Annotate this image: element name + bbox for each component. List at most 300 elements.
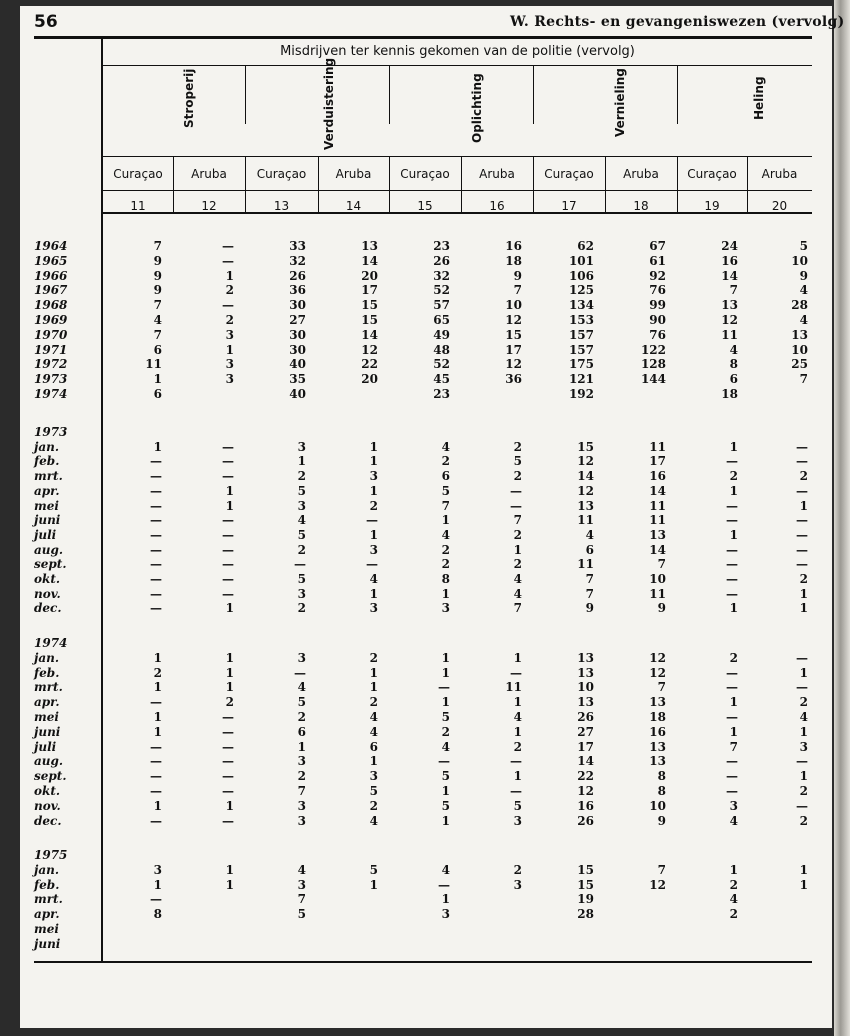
table-cell: 3 [369, 601, 378, 616]
table-cell: — [222, 784, 234, 798]
table-cell: 11 [721, 327, 738, 342]
table-cell: 3 [297, 877, 306, 892]
table-cell: 7 [657, 680, 666, 695]
table-cell: 36 [289, 283, 306, 298]
row-label: mrt. [34, 469, 63, 484]
table-cell: — [222, 813, 234, 828]
table-cell: 76 [649, 327, 666, 342]
table-cell: — [150, 527, 162, 542]
table-cell: 106 [568, 268, 594, 283]
table-cell: 1 [441, 586, 450, 601]
table-cell: — [150, 892, 162, 907]
table-cell: 11 [577, 557, 594, 572]
table-cell: 26 [577, 813, 594, 828]
table-cell: 7 [729, 283, 738, 298]
table-cell: 26 [433, 253, 450, 268]
table-cell: 1 [729, 862, 738, 877]
table-cell: 61 [649, 253, 666, 268]
place-header: Curaçao [256, 167, 307, 181]
table-cell: 2 [369, 650, 378, 665]
table-cell: 1 [729, 527, 738, 542]
table-cell: 1 [513, 769, 522, 784]
row-label: 1969 [34, 313, 68, 327]
row-label: 1973 [34, 372, 68, 387]
table-cell: 13 [577, 665, 594, 680]
table-cell: 3 [225, 357, 234, 372]
table-cell: 5 [513, 798, 522, 813]
table-cell: 26 [289, 268, 306, 283]
table-cell: 12 [577, 454, 594, 469]
table-cell: — [438, 877, 450, 892]
column-number: 18 [633, 199, 649, 213]
table-cell: — [150, 572, 162, 586]
table-cell: 134 [568, 298, 594, 313]
table-cell: 4 [153, 313, 162, 327]
table-cell: — [150, 513, 162, 528]
table-cell: 2 [297, 469, 306, 484]
table-cell: 65 [433, 313, 450, 327]
table-cell: 175 [568, 357, 594, 372]
table-cell: 5 [297, 572, 306, 586]
table-cell: 1 [799, 877, 808, 892]
table-cell: 23 [433, 239, 450, 253]
table-cell: — [222, 253, 234, 268]
table-cell: 2 [799, 784, 808, 798]
table-cell: — [294, 557, 306, 572]
table-cell: 1 [369, 665, 378, 680]
row-label: jan. [34, 439, 60, 454]
table-cell: 125 [568, 283, 594, 298]
table-cell: 5 [441, 769, 450, 784]
table-cell: — [726, 665, 738, 680]
bottom-rule [34, 961, 812, 963]
table-cell: 2 [297, 601, 306, 616]
table-cell: 30 [289, 342, 306, 357]
table-cell: — [150, 498, 162, 513]
table-cell: — [796, 527, 808, 542]
table-cell: 2 [369, 798, 378, 813]
table-cell: 23 [433, 387, 450, 401]
table-cell: 4 [513, 710, 522, 724]
table-cell: 4 [369, 710, 378, 724]
table-cell: 4 [297, 680, 306, 695]
book-edge [834, 0, 850, 1036]
table-cell: 26 [577, 710, 594, 724]
table-cell: 1 [799, 498, 808, 513]
table-cell: 1 [441, 665, 450, 680]
table-cell: 5 [369, 862, 378, 877]
table-cell: 7 [513, 601, 522, 616]
row-label: 1975 [34, 848, 68, 862]
table-cell: 4 [729, 892, 738, 907]
table-cell: 3 [297, 650, 306, 665]
row-label: juni [34, 936, 61, 951]
table-cell: 13 [649, 739, 666, 754]
table-cell: 32 [289, 253, 306, 268]
table-cell: — [726, 557, 738, 572]
row-label: feb. [34, 877, 60, 892]
table-cell: 28 [791, 298, 808, 313]
table-cell: — [726, 769, 738, 784]
table-cell: 22 [361, 357, 378, 372]
table-cell: 24 [721, 239, 738, 253]
table-cell: 2 [513, 739, 522, 754]
column-divider [245, 66, 246, 124]
table-cell: 8 [729, 357, 738, 372]
row-label: mrt. [34, 680, 63, 695]
table-cell: 16 [721, 253, 738, 268]
table-cell: — [796, 454, 808, 469]
table-cell: 1 [153, 680, 162, 695]
table-cell: — [222, 469, 234, 484]
table-cell: 4 [513, 572, 522, 586]
table-cell: 1 [225, 342, 234, 357]
table-cell: 76 [649, 283, 666, 298]
table-cell: 10 [649, 572, 666, 586]
table-cell: 1 [225, 862, 234, 877]
table-cell: — [510, 665, 522, 680]
table-cell: 4 [585, 527, 594, 542]
table-cell: 49 [433, 327, 450, 342]
table-cell: 7 [585, 586, 594, 601]
table-cell: 13 [791, 327, 808, 342]
table-cell: 22 [577, 769, 594, 784]
table-cell: 3 [297, 498, 306, 513]
table-cell: 30 [289, 327, 306, 342]
row-label: apr. [34, 907, 60, 922]
table-cell: 17 [361, 283, 378, 298]
table-cell: 3 [297, 586, 306, 601]
table-cell: 3 [729, 798, 738, 813]
table-cell: — [222, 542, 234, 557]
table-cell: — [222, 513, 234, 528]
table-cell: 1 [153, 798, 162, 813]
table-cell: 12 [577, 483, 594, 498]
table-cell: — [222, 527, 234, 542]
table-cell: 67 [649, 239, 666, 253]
table-cell: 153 [568, 313, 594, 327]
table-cell: 4 [369, 724, 378, 739]
table-cell: 1 [369, 586, 378, 601]
table-cell: 2 [513, 439, 522, 454]
table-cell: 92 [649, 268, 666, 283]
table-cell: 5 [799, 239, 808, 253]
table-cell: 10 [505, 298, 522, 313]
group-title-heling: Heling [752, 76, 766, 120]
table-cell: — [150, 601, 162, 616]
row-label: juli [34, 739, 57, 754]
row-label: 1974 [34, 636, 68, 650]
table-cell: 1 [513, 650, 522, 665]
table-cell: 2 [799, 813, 808, 828]
table-cell: 157 [568, 327, 594, 342]
table-caption: Misdrijven ter kennis gekomen van de politie (vervolg) [280, 44, 635, 59]
table-cell: 17 [577, 739, 594, 754]
table-cell: 6 [297, 724, 306, 739]
table-cell: 14 [577, 469, 594, 484]
table-cell: — [510, 754, 522, 769]
table-cell: 13 [577, 650, 594, 665]
table-cell: 14 [721, 268, 738, 283]
table-cell: 36 [505, 372, 522, 387]
group-title-vernieling: Vernieling [613, 68, 627, 137]
table-cell: — [366, 557, 378, 572]
table-cell: 32 [433, 268, 450, 283]
table-cell: 1 [225, 680, 234, 695]
table-cell: 1 [441, 813, 450, 828]
table-cell: 2 [225, 283, 234, 298]
caption-rule [103, 65, 812, 66]
table-cell: — [222, 298, 234, 313]
table-cell: 11 [145, 357, 162, 372]
table-cell: 1 [225, 798, 234, 813]
row-label: apr. [34, 695, 60, 710]
table-cell: 1 [369, 454, 378, 469]
table-cell: 8 [657, 769, 666, 784]
row-label: sept. [34, 557, 67, 572]
table-cell: 4 [799, 313, 808, 327]
table-cell: 52 [433, 357, 450, 372]
column-number: 14 [345, 199, 362, 213]
table-cell: 11 [577, 513, 594, 528]
column-number: 15 [417, 199, 433, 213]
table-cell: 11 [649, 498, 666, 513]
table-cell: 17 [505, 342, 522, 357]
table-cell: 2 [799, 572, 808, 586]
row-label: sept. [34, 769, 67, 784]
table-cell: 52 [433, 283, 450, 298]
table-cell: 9 [657, 813, 666, 828]
table-cell: 1 [513, 724, 522, 739]
table-cell: 14 [361, 253, 378, 268]
table-cell: 7 [441, 498, 450, 513]
row-label: mrt. [34, 892, 63, 907]
table-cell: 1 [441, 650, 450, 665]
table-cell: — [726, 572, 738, 586]
row-label: 1968 [34, 298, 68, 313]
table-cell: 33 [289, 239, 306, 253]
table-cell: 6 [153, 342, 162, 357]
table-cell: 1 [441, 513, 450, 528]
table-cell: 3 [297, 798, 306, 813]
table-cell: 3 [297, 813, 306, 828]
table-cell: 3 [513, 877, 522, 892]
table-cell: 1 [225, 665, 234, 680]
table-cell: 5 [297, 695, 306, 710]
column-number: 19 [704, 199, 720, 213]
table-cell: 15 [577, 877, 594, 892]
table-cell: 5 [441, 798, 450, 813]
table-cell: — [222, 557, 234, 572]
table-cell: — [726, 784, 738, 798]
table-cell: 19 [577, 892, 594, 907]
table-cell: 1 [153, 439, 162, 454]
row-label: 1967 [34, 283, 68, 298]
table-cell: 1 [369, 527, 378, 542]
table-cell: — [222, 769, 234, 784]
table-cell: 2 [297, 542, 306, 557]
column-number: 17 [561, 199, 577, 213]
place-header: Curaçao [113, 167, 163, 181]
table-cell: 2 [513, 469, 522, 484]
table-cell: 10 [577, 680, 594, 695]
table-cell: — [510, 784, 522, 798]
row-label: 1964 [34, 239, 68, 253]
table-cell: 10 [791, 342, 808, 357]
table-cell: — [726, 754, 738, 769]
column-number: 13 [273, 199, 290, 213]
row-label: apr. [34, 483, 60, 498]
table-cell: 1 [225, 268, 234, 283]
table-cell: 12 [361, 342, 378, 357]
table-cell: — [796, 680, 808, 695]
table-cell: 1 [799, 586, 808, 601]
table-cell: 5 [297, 527, 306, 542]
table-cell: — [222, 739, 234, 754]
table-cell: — [222, 454, 234, 469]
table-cell: 122 [640, 342, 666, 357]
table-cell: 1 [369, 754, 378, 769]
table-cell: 2 [799, 695, 808, 710]
table-cell: 20 [361, 372, 378, 387]
table-cell: 3 [441, 907, 450, 922]
table-cell: — [150, 695, 162, 710]
table-cell: 1 [513, 542, 522, 557]
table-cell: 2 [513, 527, 522, 542]
table-cell: — [150, 754, 162, 769]
table-cell: 18 [649, 710, 666, 724]
table-cell: 15 [361, 313, 378, 327]
table-cell: 157 [568, 342, 594, 357]
table-cell: 11 [649, 586, 666, 601]
table-cell: 11 [649, 439, 666, 454]
table-cell: 101 [568, 253, 594, 268]
table-cell: 2 [369, 695, 378, 710]
table-cell: 40 [289, 387, 306, 401]
table-cell: — [796, 483, 808, 498]
column-number: 11 [130, 199, 146, 213]
row-label: juli [34, 527, 57, 542]
table-cell: — [366, 513, 378, 528]
table-cell: — [150, 769, 162, 784]
table-cell: 1 [799, 665, 808, 680]
table-cell: 7 [153, 327, 162, 342]
table-cell: 7 [297, 784, 306, 798]
table-cell: 9 [153, 283, 162, 298]
table-cell: 1 [729, 695, 738, 710]
table-cell: — [796, 542, 808, 557]
table-cell: 4 [297, 513, 306, 528]
table-cell: 13 [721, 298, 738, 313]
table-cell: 6 [369, 739, 378, 754]
table-cell: 20 [361, 268, 378, 283]
table-cell: 1 [225, 498, 234, 513]
table-cell: 25 [791, 357, 808, 372]
table-cell: — [796, 439, 808, 454]
table-cell: 27 [289, 313, 306, 327]
table-cell: — [150, 586, 162, 601]
table-cell: 9 [153, 268, 162, 283]
table-cell: 3 [297, 754, 306, 769]
row-label: jan. [34, 862, 60, 877]
table-cell: 17 [649, 454, 666, 469]
row-label: 1965 [34, 253, 68, 268]
table-cell: 7 [657, 557, 666, 572]
table-cell: 18 [505, 253, 522, 268]
table-cell: 1 [225, 483, 234, 498]
row-label: dec. [34, 813, 62, 828]
table-cell: 1 [153, 710, 162, 724]
table-cell: — [222, 239, 234, 253]
row-label: mei [34, 710, 59, 724]
table-cell: 15 [361, 298, 378, 313]
column-divider [533, 66, 534, 124]
table-cell: — [726, 513, 738, 528]
table-cell: — [796, 557, 808, 572]
table-cell: 1 [729, 601, 738, 616]
table-cell: 35 [289, 372, 306, 387]
table-cell: 7 [153, 239, 162, 253]
column-number: 12 [201, 199, 217, 213]
row-label: mei [34, 498, 59, 513]
row-label: feb. [34, 454, 60, 469]
table-cell: 7 [153, 298, 162, 313]
table-cell: 2 [441, 724, 450, 739]
table-cell: 6 [153, 387, 162, 401]
table-cell: 45 [433, 372, 450, 387]
table-cell: 1 [441, 784, 450, 798]
table-cell: 6 [585, 542, 594, 557]
table-cell: 14 [649, 483, 666, 498]
row-label: 1971 [34, 342, 68, 357]
table-cell: 13 [649, 754, 666, 769]
table-cell: 2 [729, 877, 738, 892]
table-cell: 90 [649, 313, 666, 327]
table-cell: 4 [729, 342, 738, 357]
table-cell: 40 [289, 357, 306, 372]
row-label: jan. [34, 650, 60, 665]
table-cell: 1 [297, 739, 306, 754]
table-cell: 9 [513, 268, 522, 283]
table-cell: 14 [361, 327, 378, 342]
table-cell: 3 [225, 372, 234, 387]
table-cell: 14 [649, 542, 666, 557]
table-cell: 13 [577, 695, 594, 710]
table-cell: — [726, 586, 738, 601]
table-cell: 4 [441, 527, 450, 542]
table-cell: 5 [441, 710, 450, 724]
top-rule [34, 36, 812, 39]
table-cell: 28 [577, 907, 594, 922]
table-cell: 3 [225, 327, 234, 342]
table-cell: 62 [577, 239, 594, 253]
group-rule [103, 156, 812, 157]
column-divider [389, 66, 390, 124]
table-cell: — [222, 724, 234, 739]
table-cell: 12 [649, 877, 666, 892]
table-cell: 4 [729, 813, 738, 828]
table-cell: 1 [153, 877, 162, 892]
table-cell: 16 [649, 469, 666, 484]
row-label: feb. [34, 665, 60, 680]
table-cell: 3 [369, 769, 378, 784]
table-cell: 7 [585, 572, 594, 586]
table-cell: — [438, 754, 450, 769]
row-label: mei [34, 922, 59, 936]
table-cell: 5 [513, 454, 522, 469]
table-cell: 12 [505, 357, 522, 372]
table-cell: 48 [433, 342, 450, 357]
